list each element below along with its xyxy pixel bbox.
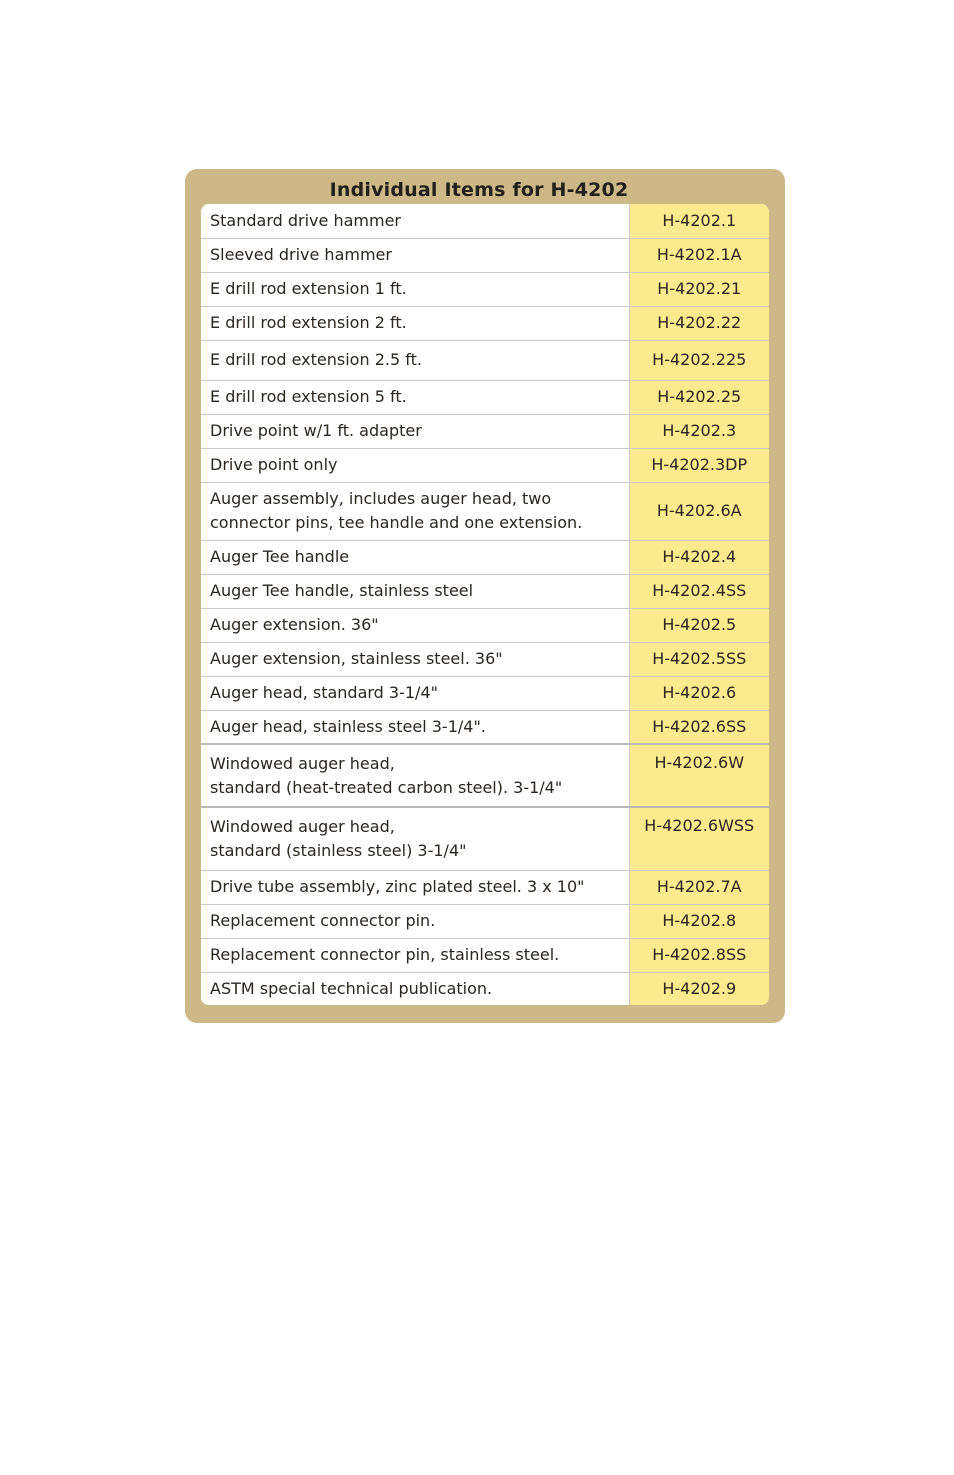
table-row xyxy=(201,574,769,608)
items-card xyxy=(185,169,785,1023)
item-description-line: Auger Tee handle, stainless steel xyxy=(210,581,474,600)
table-row xyxy=(201,414,769,448)
item-code: H-4202.3 xyxy=(629,414,769,448)
item-description xyxy=(201,642,629,676)
items-table-body xyxy=(201,204,769,1005)
item-description-line: E drill rod extension 1 ft. xyxy=(210,279,407,298)
table-row xyxy=(201,448,769,482)
table-row xyxy=(201,340,769,380)
item-description xyxy=(201,306,629,340)
item-description xyxy=(201,204,629,238)
item-code: H-4202.8 xyxy=(629,904,769,938)
table-row xyxy=(201,204,769,238)
item-description-line: Replacement connector pin, stainless steel. xyxy=(210,945,560,964)
item-description xyxy=(201,710,629,744)
item-description xyxy=(201,608,629,642)
item-description-line: Drive point w/1 ft. adapter xyxy=(210,421,422,440)
item-description xyxy=(201,744,629,807)
item-code: H-4202.21 xyxy=(629,272,769,306)
table-row xyxy=(201,380,769,414)
items-table-wrap xyxy=(201,204,769,1005)
table-row xyxy=(201,710,769,744)
item-code: H-4202.6W xyxy=(629,744,769,807)
table-row xyxy=(201,807,769,870)
table-row xyxy=(201,238,769,272)
table-row xyxy=(201,272,769,306)
item-description xyxy=(201,272,629,306)
item-description xyxy=(201,904,629,938)
item-code: H-4202.1 xyxy=(629,204,769,238)
table-row xyxy=(201,744,769,807)
item-description xyxy=(201,238,629,272)
item-description xyxy=(201,870,629,904)
items-table xyxy=(201,204,769,1005)
item-code: H-4202.225 xyxy=(629,340,769,380)
item-code: H-4202.6WSS xyxy=(629,807,769,870)
item-code: H-4202.7A xyxy=(629,870,769,904)
item-description xyxy=(201,448,629,482)
table-row xyxy=(201,904,769,938)
table-row xyxy=(201,608,769,642)
card-title: Individual Items for H-4202 xyxy=(329,179,629,201)
table-row xyxy=(201,540,769,574)
item-code: H-4202.9 xyxy=(629,972,769,1005)
item-description-line: Auger Tee handle xyxy=(210,547,350,566)
item-description-line: standard (heat-treated carbon steel). 3-1/4" xyxy=(210,777,563,797)
table-row xyxy=(201,676,769,710)
item-description-line: standard (stainless steel) 3-1/4" xyxy=(210,840,467,860)
item-description xyxy=(201,972,629,1005)
item-code: H-4202.6SS xyxy=(629,710,769,744)
item-code: H-4202.4SS xyxy=(629,574,769,608)
item-description-line: Drive tube assembly, zinc plated steel. 3 x 10" xyxy=(210,877,585,896)
table-row xyxy=(201,938,769,972)
table-row xyxy=(201,306,769,340)
item-description-line: E drill rod extension 5 ft. xyxy=(210,387,407,406)
item-description-line: Standard drive hammer xyxy=(210,210,401,230)
item-code: H-4202.5 xyxy=(629,608,769,642)
item-code: H-4202.8SS xyxy=(629,938,769,972)
item-description-line: E drill rod extension 2.5 ft. xyxy=(210,350,422,369)
item-description-line: E drill rod extension 2 ft. xyxy=(210,313,407,332)
item-code: H-4202.5SS xyxy=(629,642,769,676)
item-code: H-4202.25 xyxy=(629,380,769,414)
item-description xyxy=(201,676,629,710)
table-row xyxy=(201,870,769,904)
item-description xyxy=(201,340,629,380)
item-description xyxy=(201,482,629,540)
item-description-line: Auger head, standard 3-1/4" xyxy=(210,683,438,702)
item-description xyxy=(201,938,629,972)
item-description-line: Replacement connector pin. xyxy=(210,911,436,930)
item-description-line: Sleeved drive hammer xyxy=(210,245,392,264)
item-code: H-4202.3DP xyxy=(629,448,769,482)
item-description xyxy=(201,540,629,574)
item-description xyxy=(201,414,629,448)
item-description-line: Windowed auger head, xyxy=(210,816,395,836)
item-description-line: ASTM special technical publication. xyxy=(210,978,493,998)
item-code: H-4202.6A xyxy=(629,482,769,540)
item-description-line: connector pins, tee handle and one extension. xyxy=(210,513,583,532)
item-description xyxy=(201,574,629,608)
item-description-line: Auger assembly, includes auger head, two xyxy=(210,489,552,508)
item-description-line: Drive point only xyxy=(210,455,338,474)
item-description-line: Auger head, stainless steel 3-1/4". xyxy=(210,716,486,736)
item-code: H-4202.1A xyxy=(629,238,769,272)
table-row xyxy=(201,482,769,540)
item-description xyxy=(201,807,629,870)
table-row xyxy=(201,972,769,1005)
item-description-line: Auger extension. 36" xyxy=(210,615,379,634)
item-description xyxy=(201,380,629,414)
item-code: H-4202.22 xyxy=(629,306,769,340)
item-description-line: Windowed auger head, xyxy=(210,753,395,773)
item-code: H-4202.6 xyxy=(629,676,769,710)
item-code: H-4202.4 xyxy=(629,540,769,574)
table-row xyxy=(201,642,769,676)
item-description-line: Auger extension, stainless steel. 36" xyxy=(210,649,503,668)
